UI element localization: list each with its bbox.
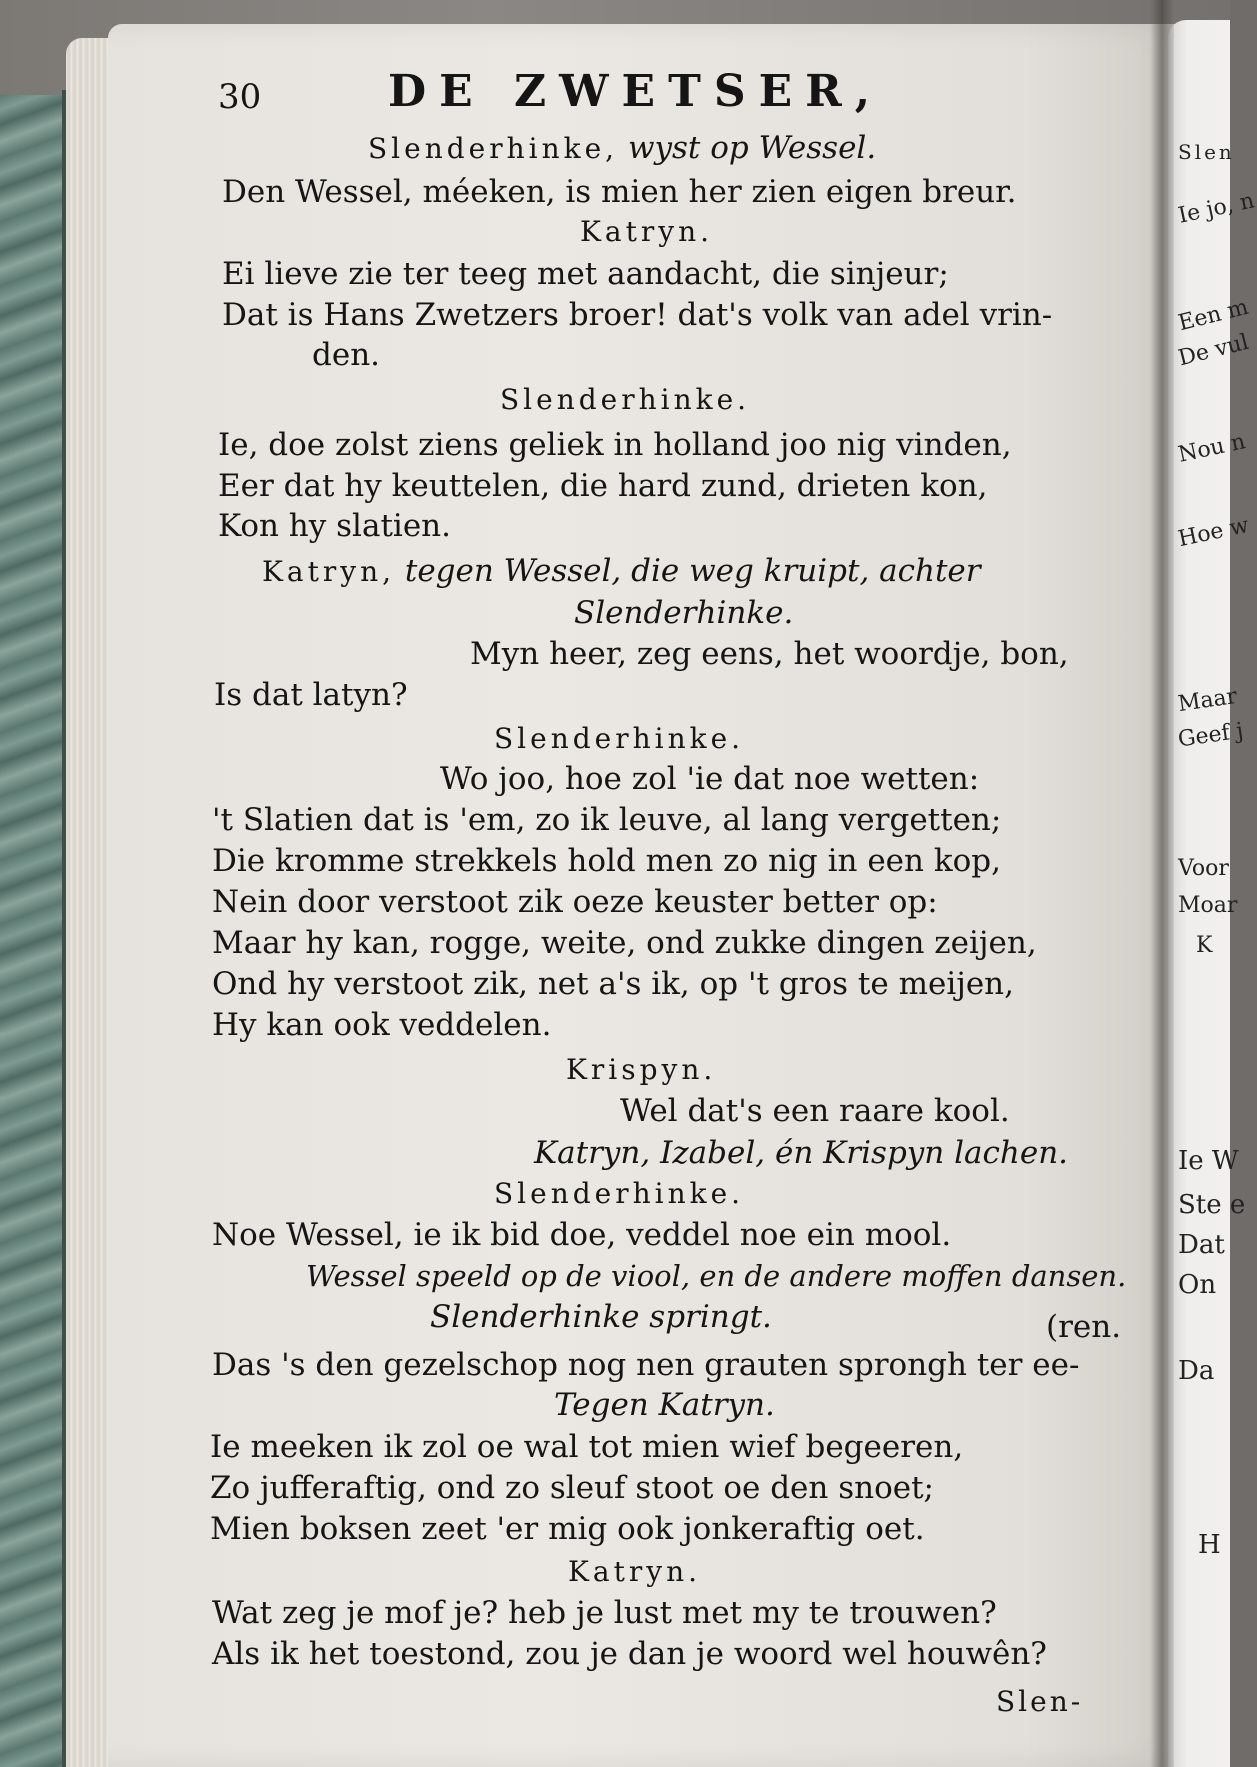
facing-fragment: Da (1178, 1356, 1215, 1386)
verse-line: den. (312, 337, 381, 373)
verse-line: Dat is Hans Zwetzers broer! dat's volk van adel vrin- (222, 297, 1053, 333)
page-number: 30 (218, 77, 262, 117)
gutter-shadow (1150, 0, 1174, 1767)
facing-fragment: K (1196, 933, 1213, 958)
facing-fragment: Voor (1178, 856, 1229, 881)
speaker-name: Katryn, (262, 555, 395, 588)
facing-page (1168, 20, 1257, 1767)
speaker-heading: Slenderhinke. (494, 722, 745, 755)
stage-direction: Tegen Katryn. (554, 1387, 775, 1423)
stage-direction: Wessel speeld op de viool, en de andere moffen dansen. (306, 1259, 1127, 1293)
verse-line: Noe Wessel, ie ik bid doe, veddel noe ein mool. (212, 1217, 952, 1253)
facing-fragment: Dat (1178, 1230, 1225, 1260)
facing-fragment: H (1198, 1530, 1221, 1560)
verse-line: Als ik het toestond, zou je dan je woord wel houwên? (212, 1636, 1047, 1672)
verse-line: Den Wessel, méeken, is mien her zien eigen breur. (222, 174, 1017, 210)
verse-line: Wel dat's een raare kool. (620, 1093, 1010, 1129)
verse-line: Myn heer, zeg eens, het woordje, bon, (470, 636, 1069, 672)
facing-fragment: Een m (1175, 294, 1251, 337)
verse-line: Maar hy kan, rogge, weite, ond zukke dingen zeijen, (212, 925, 1037, 961)
verse-line: Is dat latyn? (214, 677, 408, 713)
facing-fragment: Ie jo, n (1176, 188, 1257, 229)
speaker-name: Slenderhinke, (368, 132, 619, 165)
marbled-cover (0, 95, 70, 1767)
facing-fragment: Ie W (1178, 1146, 1239, 1176)
facing-fragment: Maar (1176, 684, 1239, 718)
verse-line: Zo jufferaftig, ond zo sleuf stoot oe den snoet; (210, 1470, 935, 1506)
verse-line: Kon hy slatien. (218, 508, 451, 544)
verse-line: Das 's den gezelschop nog nen grauten sprongh ter ee- (212, 1347, 1080, 1383)
verse-line: Ond hy verstoot zik, net a's ik, op 't gros te meijen, (212, 966, 1015, 1002)
facing-fragment: Slen (1178, 140, 1235, 164)
verse-line: Nein door verstoot zik oeze keuster better op: (212, 884, 938, 920)
speaker-heading: Katryn. (568, 1555, 701, 1588)
stage-direction: Slenderhinke. (574, 595, 794, 631)
verse-line: Ie, doe zolst ziens geliek in holland joo nig vinden, (218, 427, 1012, 463)
speaker-heading: Slenderhinke. (494, 1177, 745, 1210)
verse-line: Wat zeg je mof je? heb je lust met my te trouwen? (212, 1595, 997, 1631)
facing-fragment: De vul (1175, 329, 1252, 372)
facing-fragment: Ste e (1178, 1190, 1246, 1220)
verse-line: Ie meeken ik zol oe wal tot mien wief begeeren, (210, 1429, 964, 1465)
verse-line: Hy kan ook veddelen. (212, 1007, 552, 1043)
facing-fragment: Hoe w (1176, 512, 1251, 553)
speaker-heading: Katryn. (580, 215, 713, 248)
turnover-syllable: (ren. (1046, 1309, 1122, 1345)
verse-line: Ei lieve zie ter teeg met aandacht, die sinjeur; (222, 256, 949, 292)
speaker-heading (368, 130, 877, 166)
stage-direction: wyst op Wessel. (627, 130, 877, 166)
verse-line: 't Slatien dat is 'em, zo ik leuve, al lang vergetten; (212, 802, 1002, 838)
speaker-heading (262, 553, 981, 589)
verse-line: Die kromme strekkels hold men zo nig in een kop, (212, 843, 1001, 879)
stage-direction: tegen Wessel, die weg kruipt, achter (404, 553, 981, 589)
speaker-heading: Krispyn. (566, 1053, 717, 1086)
stage-direction: Slenderhinke springt. (430, 1299, 772, 1335)
catchword: Slen- (996, 1685, 1084, 1718)
facing-fragment: Geef j (1176, 718, 1245, 753)
facing-fragment: On (1178, 1270, 1217, 1300)
facing-fragment: Moar (1178, 893, 1238, 918)
speaker-heading: Slenderhinke. (500, 383, 751, 416)
verse-line: Wo joo, hoe zol 'ie dat noe wetten: (440, 761, 980, 797)
running-title: DE ZWETSER, (388, 66, 884, 117)
verse-line: Mien boksen zeet 'er mig ook jonkeraftig oet. (210, 1511, 925, 1547)
stage-direction: Katryn, Izabel, én Krispyn lachen. (534, 1135, 1069, 1171)
facing-fragment: Nou n (1176, 429, 1248, 468)
verse-line: Eer dat hy keuttelen, die hard zund, drieten kon, (218, 468, 988, 504)
